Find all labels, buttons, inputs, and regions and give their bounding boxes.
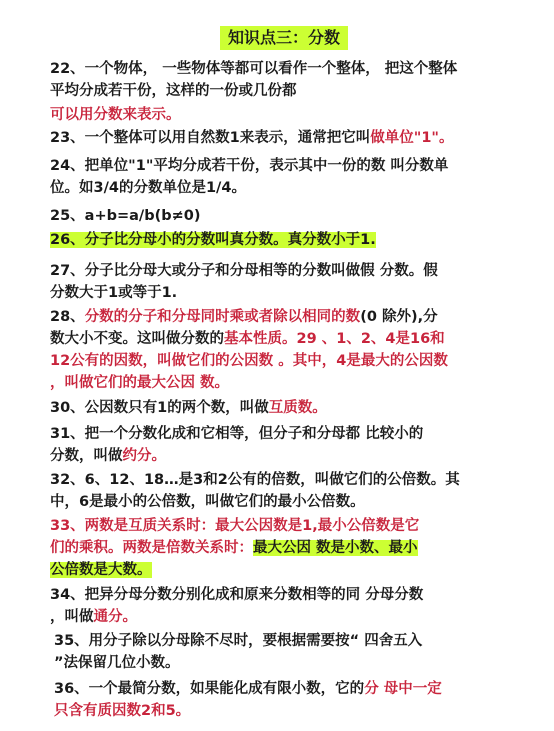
item-32-line1: 32、6、12、18…是3和2公有的倍数，叫做它们的公倍数。其 — [50, 472, 460, 488]
item-26: 26、分子比分母小的分数叫真分数。真分数小于1. — [50, 232, 376, 248]
item-22-line3: 可以用分数来表示。 — [50, 107, 181, 123]
item-36-line2: 只含有质因数2和5。 — [54, 703, 191, 719]
item-28-line3: 12公有的因数，叫做它们的公因数 。其中，4是最大的公因数 — [50, 353, 448, 369]
item-31-line2: 分数，叫做约分。 — [50, 448, 166, 464]
page-title: 知识点三：分数 — [220, 26, 348, 50]
item-28-line1: 28、分数的分子和分母同时乘或者除以相同的数(0 除外),分 — [50, 309, 438, 325]
item-22-line1: 22、一个物体， 一些物体等都可以看作一个整体， 把这个整体 — [50, 61, 458, 77]
item-24-line2: 位。如3/4的分数单位是1/4。 — [50, 180, 246, 196]
item-33-line2: 们的乘积。两数是倍数关系时：最大公因 数是小数、最小 — [50, 540, 418, 556]
item-33-line3: 公倍数是大数。 — [50, 562, 152, 578]
item-35-line2: ”法保留几位小数。 — [54, 655, 180, 671]
item-33-line1: 33、两数是互质关系时：最大公因数是1,最小公倍数是它 — [50, 518, 420, 534]
item-28-line4: ，叫做它们的最大公因 数。 — [50, 375, 230, 391]
item-27-line1: 27、分子比分母大或分子和分母相等的分数叫做假 分数。假 — [50, 263, 438, 279]
item-35-line1: 35、用分子除以分母除不尽时，要根据需要按“ 四舍五入 — [54, 633, 423, 649]
item-28-line2: 数大小不变。这叫做分数的基本性质。29 、1、2、4是16和 — [50, 331, 445, 347]
item-36-line1: 36、一个最简分数，如果能化成有限小数，它的分 母中一定 — [54, 681, 442, 697]
item-23: 23、一个整体可以用自然数1来表示，通常把它叫做单位"1"。 — [50, 130, 454, 146]
item-34-line1: 34、把异分母分数分别化成和原来分数相等的同 分母分数 — [50, 587, 424, 603]
item-27-line2: 分数大于1或等于1. — [50, 285, 178, 301]
item-31-line1: 31、把一个分数化成和它相等，但分子和分母都 比较小的 — [50, 426, 424, 442]
item-25: 25、a+b=a/b(b≠0) — [50, 208, 201, 224]
item-34-line2: ，叫做通分。 — [50, 609, 137, 625]
item-24-line1: 24、把单位"1"平均分成若干份，表示其中一份的数 叫分数单 — [50, 158, 449, 174]
item-32-line2: 中，6是最小的公倍数，叫做它们的最小公倍数。 — [50, 494, 365, 510]
item-22-line2: 平均分成若干份，这样的一份或几份都 — [50, 83, 297, 99]
item-30: 30、公因数只有1的两个数，叫做互质数。 — [50, 400, 327, 416]
